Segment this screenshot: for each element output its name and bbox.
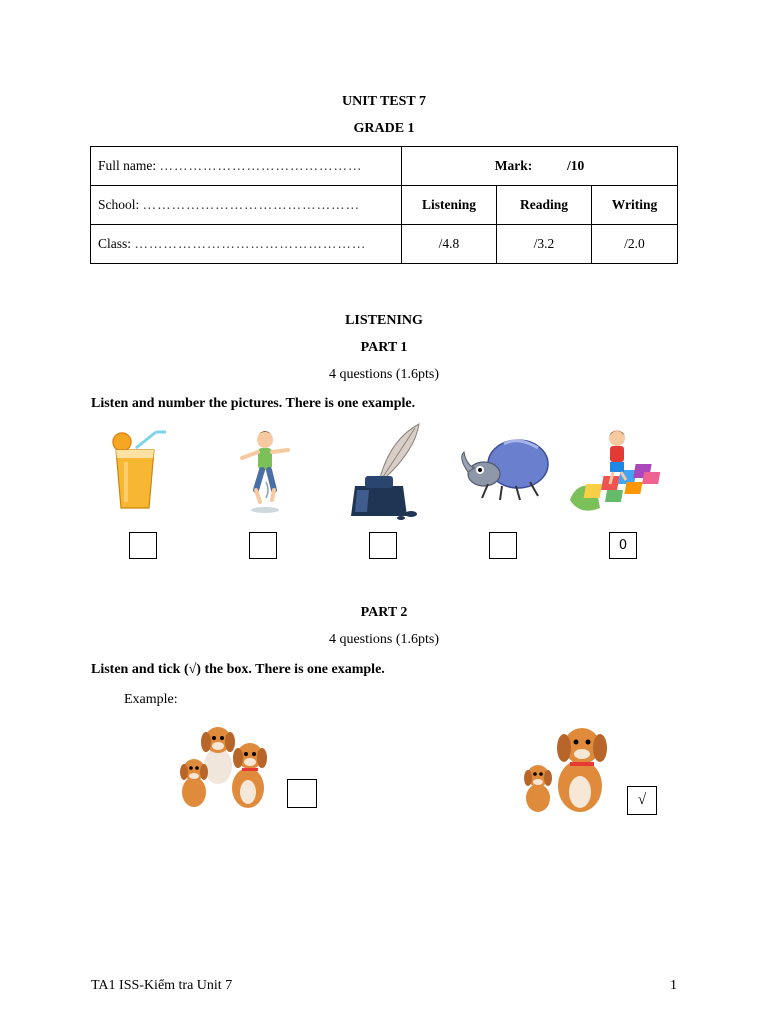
grade-title: GRADE 1 — [353, 121, 415, 136]
writing-score: /2.0 — [592, 225, 678, 264]
mark-total: /10 — [566, 158, 585, 173]
part1-title: PART 1 — [360, 340, 408, 355]
example-label: Example: — [124, 692, 178, 707]
tick-box-a[interactable] — [287, 779, 317, 808]
test-title: UNIT TEST 7 — [341, 94, 427, 109]
two-puppies-picture — [520, 720, 612, 814]
class-dots: ………………………………………… — [134, 236, 367, 251]
number-box-2[interactable] — [249, 532, 277, 559]
full-name-dots: …………………………………… — [159, 158, 363, 173]
school-cell[interactable] — [91, 186, 402, 225]
part1-instruction: Listen and number the pictures. There is one example. — [91, 396, 416, 411]
part2-title: PART 2 — [360, 605, 408, 620]
number-box-1[interactable] — [129, 532, 157, 559]
part2-subtitle: 4 questions (1.6pts) — [328, 632, 440, 647]
beetle-picture — [458, 436, 550, 504]
three-puppies-picture — [176, 720, 276, 810]
class-label: Class: — [98, 236, 132, 251]
student-info-table — [90, 146, 678, 264]
school-label: School: — [98, 197, 140, 212]
part2-instruction: Listen and tick (√) the box. There is one example. — [91, 662, 385, 677]
jumping-boy-picture — [238, 428, 292, 516]
listening-score: /4.8 — [402, 225, 497, 264]
number-box-4[interactable] — [489, 532, 517, 559]
class-cell[interactable] — [91, 225, 402, 264]
mark-label: Mark: — [494, 158, 533, 173]
listening-header: Listening — [402, 186, 497, 225]
full-name-label: Full name: — [98, 158, 157, 173]
footer-left: TA1 ISS-Kiểm tra Unit 7 — [91, 978, 233, 993]
full-name-cell[interactable] — [91, 147, 402, 186]
page-number: 1 — [670, 978, 677, 993]
school-dots: ……………………………………… — [142, 197, 361, 212]
mark-cell — [402, 147, 678, 186]
number-box-3[interactable] — [369, 532, 397, 559]
reading-score: /3.2 — [497, 225, 592, 264]
writing-header: Writing — [592, 186, 678, 225]
hopscotch-boy-picture — [566, 428, 672, 516]
number-box-example: 0 — [609, 532, 637, 559]
juice-glass-picture — [106, 428, 168, 512]
reading-header: Reading — [497, 186, 592, 225]
part1-subtitle: 4 questions (1.6pts) — [328, 367, 440, 382]
tick-box-b: √ — [627, 786, 657, 815]
ink-and-quill-picture — [345, 420, 425, 520]
listening-heading: LISTENING — [345, 313, 423, 328]
